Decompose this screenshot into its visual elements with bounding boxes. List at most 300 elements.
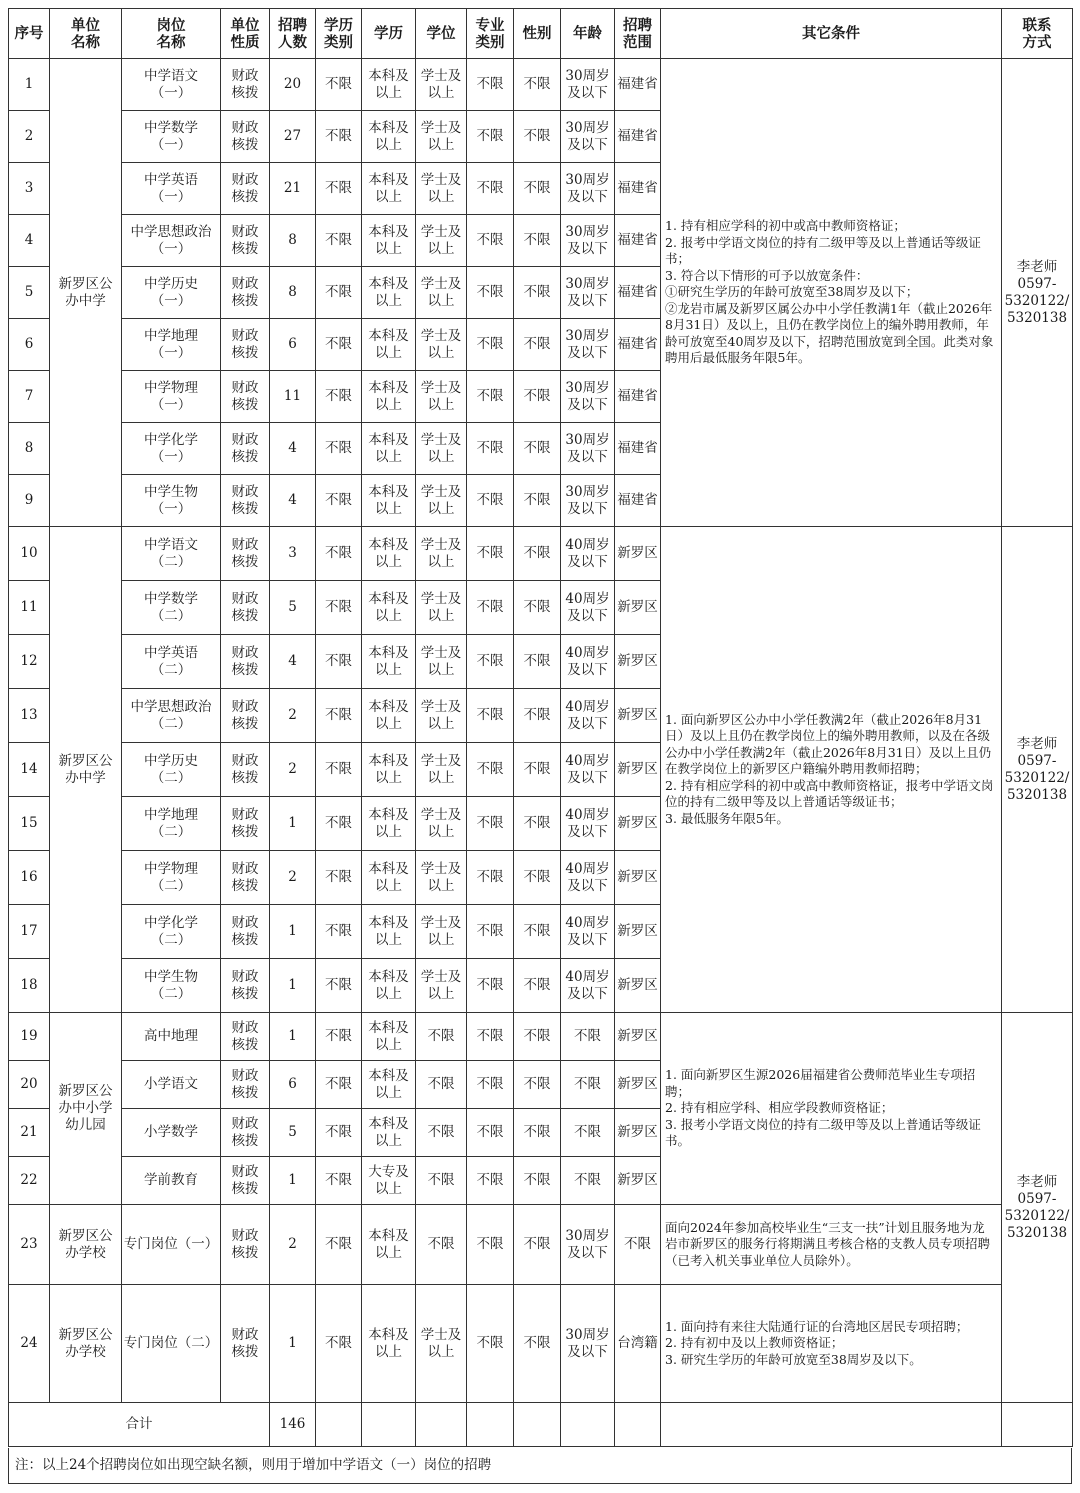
cell-gender: 不限 bbox=[514, 423, 561, 475]
table-row bbox=[9, 1285, 1073, 1403]
cell-gender: 不限 bbox=[514, 267, 561, 319]
total-row bbox=[9, 1403, 1073, 1447]
cell-edu-type: 不限 bbox=[316, 423, 362, 475]
cell-nature: 财政 核拨 bbox=[221, 635, 270, 689]
cell-major: 不限 bbox=[467, 1157, 514, 1205]
cell-no: 12 bbox=[9, 635, 50, 689]
cell-major: 不限 bbox=[467, 1285, 514, 1403]
cell-age: 40周岁 及以下 bbox=[561, 959, 615, 1013]
cell-post: 小学数学 bbox=[122, 1109, 221, 1157]
cell-age: 40周岁 及以下 bbox=[561, 905, 615, 959]
cell-count: 5 bbox=[270, 581, 316, 635]
cell-major: 不限 bbox=[467, 743, 514, 797]
cell-count: 4 bbox=[270, 423, 316, 475]
header-post: 岗位 名称 bbox=[122, 9, 221, 59]
cell-gender: 不限 bbox=[514, 1205, 561, 1285]
cell-gender: 不限 bbox=[514, 59, 561, 111]
cell-age: 40周岁 及以下 bbox=[561, 851, 615, 905]
cell-major: 不限 bbox=[467, 371, 514, 423]
cell-scope: 台湾籍 bbox=[615, 1285, 661, 1403]
cell-edu: 本科及 以上 bbox=[362, 1109, 416, 1157]
cell-edu-type: 不限 bbox=[316, 851, 362, 905]
cell-no: 24 bbox=[9, 1285, 50, 1403]
cell-major: 不限 bbox=[467, 1109, 514, 1157]
cell-edu-type: 不限 bbox=[316, 163, 362, 215]
header-contact: 联系 方式 bbox=[1002, 9, 1073, 59]
cell-gender: 不限 bbox=[514, 475, 561, 527]
cell-scope: 新罗区 bbox=[615, 1157, 661, 1205]
cell-edu: 本科及 以上 bbox=[362, 163, 416, 215]
total-count: 146 bbox=[270, 1403, 316, 1447]
cell-edu: 本科及 以上 bbox=[362, 797, 416, 851]
total-empty-cell bbox=[1002, 1403, 1073, 1447]
cell-post: 学前教育 bbox=[122, 1157, 221, 1205]
cell-edu-type: 不限 bbox=[316, 905, 362, 959]
cell-nature: 财政 核拨 bbox=[221, 1157, 270, 1205]
cell-degree: 学士及 以上 bbox=[416, 215, 467, 267]
cell-post: 专门岗位（一） bbox=[122, 1205, 221, 1285]
cell-edu: 本科及 以上 bbox=[362, 1061, 416, 1109]
cell-major: 不限 bbox=[467, 423, 514, 475]
cell-post: 中学语文 （二） bbox=[122, 527, 221, 581]
cell-gender: 不限 bbox=[514, 319, 561, 371]
cell-degree: 学士及 以上 bbox=[416, 267, 467, 319]
cell-nature: 财政 核拨 bbox=[221, 423, 270, 475]
cell-nature: 财政 核拨 bbox=[221, 1061, 270, 1109]
cell-gender: 不限 bbox=[514, 1061, 561, 1109]
cell-post: 中学思想政治 （一） bbox=[122, 215, 221, 267]
cell-gender: 不限 bbox=[514, 797, 561, 851]
cell-age: 不限 bbox=[561, 1013, 615, 1061]
cell-gender: 不限 bbox=[514, 215, 561, 267]
cell-edu: 本科及 以上 bbox=[362, 581, 416, 635]
cell-gender: 不限 bbox=[514, 689, 561, 743]
unit-name: 新罗区公办学校 bbox=[50, 1285, 122, 1403]
header-degree: 学位 bbox=[416, 9, 467, 59]
other-conditions: 面向2024年参加高校毕业生“三支一扶”计划且服务地为龙岩市新罗区的服务行将期满且考核合格的支教人员专项招聘（已考入机关事业单位人员除外）。 bbox=[661, 1205, 1002, 1285]
header-scope: 招聘 范围 bbox=[615, 9, 661, 59]
cell-degree: 学士及 以上 bbox=[416, 163, 467, 215]
cell-no: 4 bbox=[9, 215, 50, 267]
table-row bbox=[9, 59, 1073, 111]
cell-count: 2 bbox=[270, 1205, 316, 1285]
cell-no: 1 bbox=[9, 59, 50, 111]
cell-count: 4 bbox=[270, 635, 316, 689]
cell-no: 7 bbox=[9, 371, 50, 423]
cell-post: 中学语文 （一） bbox=[122, 59, 221, 111]
unit-name: 新罗区公办中小学幼儿园 bbox=[50, 1013, 122, 1205]
cell-edu-type: 不限 bbox=[316, 689, 362, 743]
cell-degree: 学士及 以上 bbox=[416, 689, 467, 743]
footnote: 注：以上24个招聘岗位如出现空缺名额，则用于增加中学语文（一）岗位的招聘 bbox=[8, 1448, 1072, 1484]
cell-no: 18 bbox=[9, 959, 50, 1013]
cell-gender: 不限 bbox=[514, 527, 561, 581]
other-conditions: 1. 持有相应学科的初中或高中教师资格证； 2. 报考中学语文岗位的持有二级甲等及以上普通话等级证书； 3. 符合以下情形的可予以放宽条件： ①研究生学历的年龄可放宽至38周岁及以下； ②龙岩市属及新罗区属公办中小学任教满1年（截止2026年8月31日）及以上，且仍在教学岗位上的编外聘用教师，年龄可放宽至40周岁及以下，招聘范围放宽到全国。此类对象聘用后最低服务年限5年。 bbox=[661, 59, 1002, 527]
cell-post: 中学生物 （一） bbox=[122, 475, 221, 527]
cell-scope: 新罗区 bbox=[615, 959, 661, 1013]
total-empty-cell bbox=[362, 1403, 416, 1447]
cell-scope: 新罗区 bbox=[615, 797, 661, 851]
cell-no: 20 bbox=[9, 1061, 50, 1109]
cell-count: 20 bbox=[270, 59, 316, 111]
unit-name: 新罗区公办学校 bbox=[50, 1205, 122, 1285]
cell-nature: 财政 核拨 bbox=[221, 111, 270, 163]
cell-nature: 财政 核拨 bbox=[221, 581, 270, 635]
cell-age: 30周岁 及以下 bbox=[561, 215, 615, 267]
cell-major: 不限 bbox=[467, 1061, 514, 1109]
header-no: 序号 bbox=[9, 9, 50, 59]
cell-edu-type: 不限 bbox=[316, 1205, 362, 1285]
cell-no: 11 bbox=[9, 581, 50, 635]
cell-post: 中学历史 （一） bbox=[122, 267, 221, 319]
cell-gender: 不限 bbox=[514, 1013, 561, 1061]
cell-count: 21 bbox=[270, 163, 316, 215]
cell-edu: 本科及 以上 bbox=[362, 1013, 416, 1061]
cell-major: 不限 bbox=[467, 527, 514, 581]
cell-degree: 学士及 以上 bbox=[416, 59, 467, 111]
cell-edu-type: 不限 bbox=[316, 267, 362, 319]
cell-scope: 不限 bbox=[615, 1205, 661, 1285]
cell-edu-type: 不限 bbox=[316, 581, 362, 635]
cell-edu-type: 不限 bbox=[316, 1061, 362, 1109]
cell-nature: 财政 核拨 bbox=[221, 743, 270, 797]
cell-scope: 福建省 bbox=[615, 319, 661, 371]
contact: 李老师 0597- 5320122/ 5320138 bbox=[1002, 1013, 1073, 1403]
cell-post: 小学语文 bbox=[122, 1061, 221, 1109]
cell-scope: 福建省 bbox=[615, 59, 661, 111]
cell-scope: 福建省 bbox=[615, 423, 661, 475]
cell-edu-type: 不限 bbox=[316, 111, 362, 163]
cell-age: 30周岁 及以下 bbox=[561, 163, 615, 215]
table-row bbox=[9, 527, 1073, 581]
cell-degree: 学士及 以上 bbox=[416, 423, 467, 475]
cell-edu-type: 不限 bbox=[316, 635, 362, 689]
cell-degree: 学士及 以上 bbox=[416, 527, 467, 581]
cell-degree: 学士及 以上 bbox=[416, 319, 467, 371]
cell-no: 8 bbox=[9, 423, 50, 475]
other-conditions: 1. 面向新罗区生源2026届福建省公费师范毕业生专项招聘； 2. 持有相应学科、相应学段教师资格证； 3. 报考小学语文岗位的持有二级甲等及以上普通话等级证书。 bbox=[661, 1013, 1002, 1205]
cell-edu-type: 不限 bbox=[316, 959, 362, 1013]
total-empty-cell bbox=[416, 1403, 467, 1447]
cell-edu-type: 不限 bbox=[316, 319, 362, 371]
cell-major: 不限 bbox=[467, 689, 514, 743]
cell-gender: 不限 bbox=[514, 163, 561, 215]
cell-edu-type: 不限 bbox=[316, 797, 362, 851]
cell-degree: 不限 bbox=[416, 1109, 467, 1157]
cell-edu: 本科及 以上 bbox=[362, 319, 416, 371]
unit-name: 新罗区公办中学 bbox=[50, 59, 122, 527]
cell-post: 中学化学 （二） bbox=[122, 905, 221, 959]
cell-age: 30周岁 及以下 bbox=[561, 371, 615, 423]
cell-count: 2 bbox=[270, 743, 316, 797]
cell-edu: 本科及 以上 bbox=[362, 59, 416, 111]
table-row bbox=[9, 1205, 1073, 1285]
cell-scope: 新罗区 bbox=[615, 743, 661, 797]
cell-age: 30周岁 及以下 bbox=[561, 475, 615, 527]
cell-degree: 学士及 以上 bbox=[416, 581, 467, 635]
cell-scope: 新罗区 bbox=[615, 635, 661, 689]
cell-count: 8 bbox=[270, 215, 316, 267]
cell-scope: 新罗区 bbox=[615, 581, 661, 635]
cell-major: 不限 bbox=[467, 581, 514, 635]
cell-degree: 学士及 以上 bbox=[416, 797, 467, 851]
cell-scope: 福建省 bbox=[615, 267, 661, 319]
cell-post: 中学物理 （二） bbox=[122, 851, 221, 905]
cell-gender: 不限 bbox=[514, 635, 561, 689]
cell-edu: 本科及 以上 bbox=[362, 689, 416, 743]
cell-age: 40周岁 及以下 bbox=[561, 689, 615, 743]
total-empty-cell bbox=[467, 1403, 514, 1447]
cell-nature: 财政 核拨 bbox=[221, 689, 270, 743]
cell-no: 3 bbox=[9, 163, 50, 215]
cell-edu-type: 不限 bbox=[316, 1109, 362, 1157]
cell-edu: 大专及 以上 bbox=[362, 1157, 416, 1205]
cell-age: 30周岁 及以下 bbox=[561, 267, 615, 319]
cell-post: 中学英语 （二） bbox=[122, 635, 221, 689]
cell-major: 不限 bbox=[467, 59, 514, 111]
cell-nature: 财政 核拨 bbox=[221, 851, 270, 905]
cell-scope: 新罗区 bbox=[615, 1109, 661, 1157]
cell-count: 1 bbox=[270, 797, 316, 851]
cell-post: 中学思想政治 （二） bbox=[122, 689, 221, 743]
cell-edu: 本科及 以上 bbox=[362, 423, 416, 475]
cell-age: 40周岁 及以下 bbox=[561, 797, 615, 851]
cell-nature: 财政 核拨 bbox=[221, 371, 270, 423]
cell-gender: 不限 bbox=[514, 959, 561, 1013]
cell-gender: 不限 bbox=[514, 1109, 561, 1157]
cell-edu: 本科及 以上 bbox=[362, 527, 416, 581]
cell-count: 1 bbox=[270, 1285, 316, 1403]
cell-scope: 新罗区 bbox=[615, 1013, 661, 1061]
cell-age: 30周岁 及以下 bbox=[561, 1285, 615, 1403]
unit-name: 新罗区公办中学 bbox=[50, 527, 122, 1013]
cell-degree: 不限 bbox=[416, 1157, 467, 1205]
cell-post: 中学历史 （二） bbox=[122, 743, 221, 797]
cell-nature: 财政 核拨 bbox=[221, 475, 270, 527]
cell-age: 30周岁 及以下 bbox=[561, 423, 615, 475]
cell-major: 不限 bbox=[467, 959, 514, 1013]
total-label: 合计 bbox=[9, 1403, 270, 1447]
cell-degree: 不限 bbox=[416, 1013, 467, 1061]
cell-gender: 不限 bbox=[514, 1285, 561, 1403]
cell-edu: 本科及 以上 bbox=[362, 215, 416, 267]
cell-count: 6 bbox=[270, 1061, 316, 1109]
cell-count: 11 bbox=[270, 371, 316, 423]
cell-post: 中学数学 （一） bbox=[122, 111, 221, 163]
cell-scope: 新罗区 bbox=[615, 905, 661, 959]
total-empty-cell bbox=[561, 1403, 615, 1447]
cell-nature: 财政 核拨 bbox=[221, 1205, 270, 1285]
cell-major: 不限 bbox=[467, 267, 514, 319]
header-nature: 单位 性质 bbox=[221, 9, 270, 59]
cell-scope: 福建省 bbox=[615, 371, 661, 423]
cell-edu: 本科及 以上 bbox=[362, 111, 416, 163]
cell-no: 15 bbox=[9, 797, 50, 851]
cell-edu: 本科及 以上 bbox=[362, 475, 416, 527]
cell-gender: 不限 bbox=[514, 581, 561, 635]
cell-post: 中学英语 （一） bbox=[122, 163, 221, 215]
cell-gender: 不限 bbox=[514, 111, 561, 163]
cell-major: 不限 bbox=[467, 319, 514, 371]
cell-no: 14 bbox=[9, 743, 50, 797]
cell-nature: 财政 核拨 bbox=[221, 215, 270, 267]
cell-age: 40周岁 及以下 bbox=[561, 635, 615, 689]
cell-edu-type: 不限 bbox=[316, 1157, 362, 1205]
total-empty-cell bbox=[316, 1403, 362, 1447]
header-major: 专业 类别 bbox=[467, 9, 514, 59]
cell-count: 27 bbox=[270, 111, 316, 163]
cell-edu-type: 不限 bbox=[316, 1013, 362, 1061]
cell-age: 30周岁 及以下 bbox=[561, 59, 615, 111]
cell-edu-type: 不限 bbox=[316, 59, 362, 111]
cell-age: 30周岁 及以下 bbox=[561, 1205, 615, 1285]
cell-count: 6 bbox=[270, 319, 316, 371]
header-conditions: 其它条件 bbox=[661, 9, 1002, 59]
header-row bbox=[9, 9, 1073, 59]
cell-scope: 新罗区 bbox=[615, 1061, 661, 1109]
header-gender: 性别 bbox=[514, 9, 561, 59]
cell-scope: 福建省 bbox=[615, 111, 661, 163]
cell-no: 23 bbox=[9, 1205, 50, 1285]
cell-nature: 财政 核拨 bbox=[221, 527, 270, 581]
contact: 李老师 0597- 5320122/ 5320138 bbox=[1002, 59, 1073, 527]
cell-edu-type: 不限 bbox=[316, 527, 362, 581]
cell-nature: 财政 核拨 bbox=[221, 1285, 270, 1403]
cell-edu: 本科及 以上 bbox=[362, 1205, 416, 1285]
other-conditions: 1. 面向新罗区公办中小学任教满2年（截止2026年8月31日）及以上且仍在教学岗位上的编外聘用教师，以及在各级公办中小学任教满2年（截止2026年8月31日）及以上且仍在教学岗位上的新罗区户籍编外聘用教师招聘； 2. 持有相应学科的初中或高中教师资格证，报考中学语文岗位的持有二级甲等及以上普通话等级证书； 3. 最低服务年限5年。 bbox=[661, 527, 1002, 1013]
cell-age: 40周岁 及以下 bbox=[561, 527, 615, 581]
cell-scope: 新罗区 bbox=[615, 851, 661, 905]
cell-scope: 新罗区 bbox=[615, 527, 661, 581]
cell-major: 不限 bbox=[467, 215, 514, 267]
cell-gender: 不限 bbox=[514, 743, 561, 797]
cell-scope: 福建省 bbox=[615, 475, 661, 527]
cell-degree: 学士及 以上 bbox=[416, 959, 467, 1013]
cell-major: 不限 bbox=[467, 1013, 514, 1061]
cell-count: 1 bbox=[270, 1157, 316, 1205]
cell-no: 5 bbox=[9, 267, 50, 319]
cell-age: 40周岁 及以下 bbox=[561, 743, 615, 797]
header-edu: 学历 bbox=[362, 9, 416, 59]
cell-no: 9 bbox=[9, 475, 50, 527]
cell-count: 1 bbox=[270, 1013, 316, 1061]
cell-gender: 不限 bbox=[514, 851, 561, 905]
cell-post: 高中地理 bbox=[122, 1013, 221, 1061]
cell-degree: 学士及 以上 bbox=[416, 743, 467, 797]
cell-major: 不限 bbox=[467, 905, 514, 959]
cell-major: 不限 bbox=[467, 111, 514, 163]
cell-major: 不限 bbox=[467, 475, 514, 527]
total-empty-cell bbox=[514, 1403, 561, 1447]
cell-count: 8 bbox=[270, 267, 316, 319]
header-unit: 单位 名称 bbox=[50, 9, 122, 59]
cell-scope: 新罗区 bbox=[615, 689, 661, 743]
cell-edu: 本科及 以上 bbox=[362, 851, 416, 905]
cell-count: 1 bbox=[270, 905, 316, 959]
total-empty-cell bbox=[615, 1403, 661, 1447]
cell-gender: 不限 bbox=[514, 905, 561, 959]
cell-major: 不限 bbox=[467, 851, 514, 905]
cell-no: 19 bbox=[9, 1013, 50, 1061]
cell-count: 5 bbox=[270, 1109, 316, 1157]
cell-no: 10 bbox=[9, 527, 50, 581]
header-edu-type: 学历 类别 bbox=[316, 9, 362, 59]
cell-scope: 福建省 bbox=[615, 215, 661, 267]
cell-age: 不限 bbox=[561, 1157, 615, 1205]
cell-age: 30周岁 及以下 bbox=[561, 111, 615, 163]
cell-count: 2 bbox=[270, 689, 316, 743]
cell-edu: 本科及 以上 bbox=[362, 1285, 416, 1403]
cell-count: 4 bbox=[270, 475, 316, 527]
cell-nature: 财政 核拨 bbox=[221, 59, 270, 111]
cell-edu-type: 不限 bbox=[316, 215, 362, 267]
cell-degree: 不限 bbox=[416, 1061, 467, 1109]
cell-count: 1 bbox=[270, 959, 316, 1013]
cell-no: 16 bbox=[9, 851, 50, 905]
cell-scope: 福建省 bbox=[615, 163, 661, 215]
cell-degree: 学士及 以上 bbox=[416, 851, 467, 905]
cell-count: 3 bbox=[270, 527, 316, 581]
cell-nature: 财政 核拨 bbox=[221, 959, 270, 1013]
cell-no: 2 bbox=[9, 111, 50, 163]
cell-edu-type: 不限 bbox=[316, 475, 362, 527]
cell-edu: 本科及 以上 bbox=[362, 267, 416, 319]
cell-major: 不限 bbox=[467, 635, 514, 689]
cell-post: 中学生物 （二） bbox=[122, 959, 221, 1013]
header-age: 年龄 bbox=[561, 9, 615, 59]
cell-edu-type: 不限 bbox=[316, 743, 362, 797]
cell-gender: 不限 bbox=[514, 1157, 561, 1205]
cell-major: 不限 bbox=[467, 1205, 514, 1285]
cell-degree: 学士及 以上 bbox=[416, 1285, 467, 1403]
cell-age: 不限 bbox=[561, 1061, 615, 1109]
cell-post: 专门岗位（二） bbox=[122, 1285, 221, 1403]
cell-count: 2 bbox=[270, 851, 316, 905]
cell-post: 中学数学 （二） bbox=[122, 581, 221, 635]
cell-no: 21 bbox=[9, 1109, 50, 1157]
cell-major: 不限 bbox=[467, 163, 514, 215]
cell-degree: 不限 bbox=[416, 1205, 467, 1285]
total-empty-cell bbox=[661, 1403, 1002, 1447]
cell-no: 6 bbox=[9, 319, 50, 371]
cell-degree: 学士及 以上 bbox=[416, 475, 467, 527]
cell-post: 中学地理 （二） bbox=[122, 797, 221, 851]
cell-post: 中学物理 （一） bbox=[122, 371, 221, 423]
cell-nature: 财政 核拨 bbox=[221, 267, 270, 319]
cell-nature: 财政 核拨 bbox=[221, 163, 270, 215]
cell-nature: 财政 核拨 bbox=[221, 319, 270, 371]
cell-age: 不限 bbox=[561, 1109, 615, 1157]
other-conditions: 1. 面向持有来往大陆通行证的台湾地区居民专项招聘； 2. 持有初中及以上教师资格证； 3. 研究生学历的年龄可放宽至38周岁及以下。 bbox=[661, 1285, 1002, 1403]
cell-edu: 本科及 以上 bbox=[362, 743, 416, 797]
header-count: 招聘 人数 bbox=[270, 9, 316, 59]
cell-no: 13 bbox=[9, 689, 50, 743]
cell-nature: 财政 核拨 bbox=[221, 1109, 270, 1157]
contact: 李老师 0597- 5320122/ 5320138 bbox=[1002, 527, 1073, 1013]
cell-edu-type: 不限 bbox=[316, 1285, 362, 1403]
cell-post: 中学地理 （一） bbox=[122, 319, 221, 371]
cell-edu: 本科及 以上 bbox=[362, 635, 416, 689]
cell-degree: 学士及 以上 bbox=[416, 371, 467, 423]
cell-gender: 不限 bbox=[514, 371, 561, 423]
cell-major: 不限 bbox=[467, 797, 514, 851]
cell-age: 30周岁 及以下 bbox=[561, 319, 615, 371]
cell-nature: 财政 核拨 bbox=[221, 1013, 270, 1061]
cell-degree: 学士及 以上 bbox=[416, 905, 467, 959]
cell-degree: 学士及 以上 bbox=[416, 111, 467, 163]
cell-no: 22 bbox=[9, 1157, 50, 1205]
cell-edu: 本科及 以上 bbox=[362, 905, 416, 959]
